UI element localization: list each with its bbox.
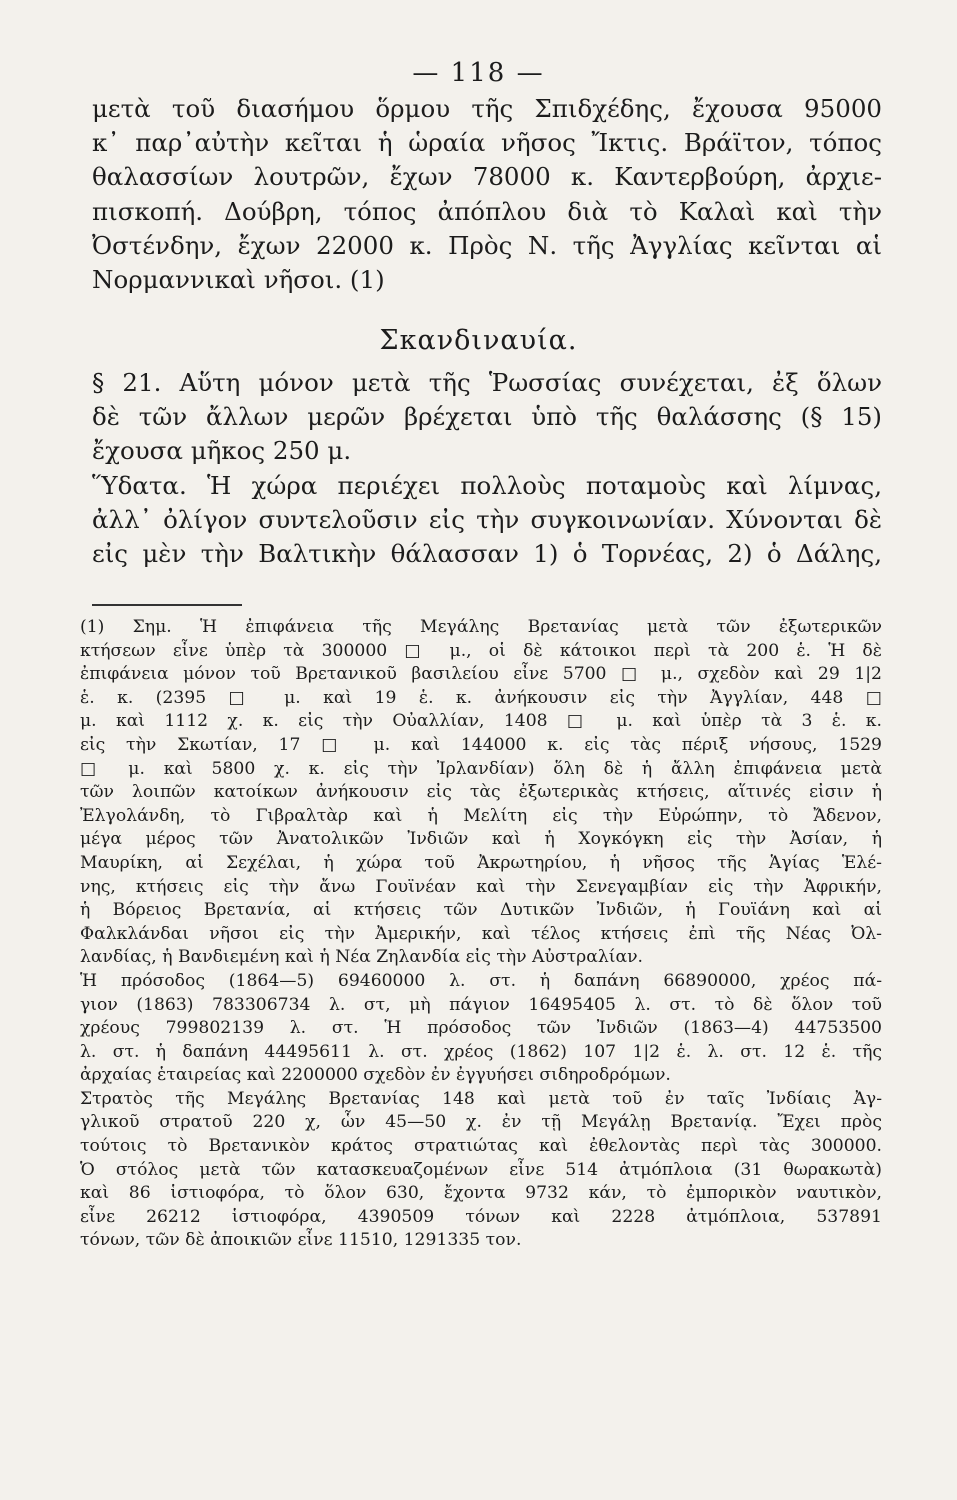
- footnote-line: □ μ. καὶ 5800 χ. κ. εἰς τὴν Ἰρλανδίαν) ὅλη δὲ ἡ ἄλλη ἐπιφάνεια μετὰ: [80, 758, 882, 779]
- footnote-line: τούτοις τὸ Βρετανικὸν κράτος στρατιώτας καὶ ἐθελοντὰς περὶ τὰς 300000.: [80, 1136, 882, 1157]
- footnote-line: Ἐλγολάνδη, τὸ Γιβραλτὰρ καὶ ἡ Μελίτη εἰς τὴν Εὐρώπην, τὸ Ἄδενον,: [80, 805, 882, 826]
- text-line: εἰς μὲν τὴν Βαλτικὴν θάλασσαν 1) ὁ Τορνέας, 2) ὁ Δάλης,: [92, 539, 882, 569]
- footnote-line: λανδίας, ἡ Βανδιεμένη καὶ ἡ Νέα Ζηλανδία εἰς τὴν Αὐστραλίαν.: [80, 947, 643, 968]
- footnote-line: τῶν λοιπῶν κατοίκων ἀνήκουσιν εἰς τὰς ἐξωτερικὰς κτήσεις, αἵτινές εἰσιν ἡ: [80, 782, 882, 803]
- text-line: πισκοπή. Δούβρη, τόπος ἀπόπλου διὰ τὸ Καλαὶ καὶ τὴν: [92, 196, 882, 226]
- text-line: Νορμαννικαὶ νῆσοι. (1): [92, 265, 385, 295]
- footnote-line: εἰς τὴν Σκωτίαν, 17 □ μ. καὶ 144000 κ. εἰς τὰς πέριξ νήσους, 1529: [80, 734, 882, 755]
- footnote-line: καὶ 86 ἱστιοφόρα, τὸ ὅλον 630, ἔχοντα 9732 κάν, τὸ ἐμπορικὸν ναυτικὸν,: [80, 1183, 882, 1204]
- footnote-line: κτήσεων εἶνε ὑπὲρ τὰ 300000 □ μ., οἱ δὲ κάτοικοι περὶ τὰ 200 ἑ. Ἡ δὲ: [80, 640, 882, 661]
- paragraph-britain-towns: [92, 92, 882, 297]
- footnotes: [80, 616, 882, 1253]
- footnote-line: χρέους 799802139 λ. στ. Ἡ πρόσοδος τῶν Ἰνδιῶν (1863—4) 44753500: [80, 1018, 882, 1039]
- footnote-line: Ἡ πρόσοδος (1864—5) 69460000 λ. στ. ἡ δαπάνη 66890000, χρέος πά-: [80, 970, 882, 991]
- footnote-line: ἀρχαίας ἑταιρείας καὶ 2200000 σχεδὸν ἐν ἐγγυήσει σιδηροδρόμων.: [80, 1065, 671, 1086]
- text-line: κ᾽ παρ᾽αὐτὴν κεῖται ἡ ὡραία νῆσος Ἴκτις. Βράϊτον, τόπος: [92, 128, 882, 158]
- text-line: § 21. Αὕτη μόνον μετὰ τῆς Ῥωσσίας συνέχεται, ἐξ ὅλων: [92, 368, 882, 397]
- section-heading: Σκανδιναυία.: [379, 325, 578, 356]
- footnote-line: μέγα μέρος τῶν Ἀνατολικῶν Ἰνδιῶν καὶ ἡ Χογκόγκη εἰς τὴν Ἀσίαν, ἡ: [80, 829, 882, 850]
- footnote-divider: [92, 604, 242, 606]
- footnote-line: ἡ Βόρειος Βρετανία, αἱ κτήσεις τῶν Δυτικῶν Ἰνδιῶν, ἡ Γουϊάνη καὶ αἱ: [80, 900, 882, 921]
- footnote-line: νης, κτήσεις εἰς τὴν ἄνω Γουϊνέαν καὶ τὴν Σενεγαμβίαν εἰς τὴν Ἀφρικήν,: [80, 876, 882, 897]
- footnote-line: Ὁ στόλος μετὰ τῶν κατασκευαζομένων εἶνε 514 ἀτμόπλοια (31 θωρακωτὰ): [80, 1159, 882, 1180]
- footnote-line: Στρατὸς τῆς Μεγάλης Βρετανίας 148 καὶ μετὰ τοῦ ἐν ταῖς Ἰνδίαις Ἀγ-: [80, 1088, 882, 1109]
- footnote-line: μ. καὶ 1112 χ. κ. εἰς τὴν Οὐαλλίαν, 1408 □ μ. καὶ ὑπὲρ τὰ 3 ἑ. κ.: [80, 711, 882, 732]
- text-line: μετὰ τοῦ διασήμου ὅρμου τῆς Σπιδχέδης, ἔχουσα 95000: [92, 94, 882, 123]
- footnote-line: γιον (1863) 783306734 λ. στ, μὴ πάγιον 16495405 λ. στ. τὸ δὲ ὅλον τοῦ: [80, 994, 882, 1015]
- footnote-line: λ. στ. ἡ δαπάνη 44495611 λ. στ. χρέος (1862) 107 1|2 ἑ. λ. στ. 12 ἑ. τῆς: [80, 1041, 882, 1062]
- text-line: ἀλλ᾽ ὀλίγον συντελοῦσιν εἰς τὴν συγκοινωνίαν. Χύνονται δὲ: [92, 504, 882, 534]
- footnote-line: γλικοῦ στρατοῦ 220 χ, ὧν 45—50 χ. ἐν τῇ Μεγάλῃ Βρετανίᾳ. Ἔχει πρὸς: [80, 1112, 882, 1133]
- text-line: δὲ τῶν ἄλλων μερῶν βρέχεται ὑπὸ τῆς θαλάσσης (§ 15): [92, 402, 882, 432]
- footnote-line: Μαυρίκη, αἱ Σεχέλαι, ἡ χώρα τοῦ Ἀκρωτηρίου, ἡ νῆσος τῆς Ἁγίας Ἑλέ-: [80, 852, 882, 873]
- footnote-line: εἶνε 26212 ἱστιοφόρα, 4390509 τόνων καὶ 2228 ἀτμόπλοια, 537891: [80, 1206, 882, 1227]
- page-number: — 118 —: [412, 58, 545, 88]
- text-line: Ὀστένδην, ἔχων 22000 κ. Πρὸς Ν. τῆς Ἀγγλίας κεῖνται αἱ: [92, 230, 882, 260]
- text-line: ἔχουσα μῆκος 250 μ.: [92, 436, 352, 466]
- section-body: [92, 366, 882, 571]
- text-line: θαλασσίων λουτρῶν, ἔχων 78000 κ. Καντερβούρη, ἀρχιε-: [92, 162, 882, 192]
- footnote-line: (1) Σημ. Ἡ ἐπιφάνεια τῆς Μεγάλης Βρετανίας μετὰ τῶν ἐξωτερικῶν: [80, 617, 882, 637]
- footnote-line: ἐπιφάνεια μόνον τοῦ Βρετανικοῦ βασιλείου εἶνε 5700 □ μ., σχεδὸν καὶ 29 1|2: [80, 664, 882, 685]
- footnote-line: ἑ. κ. (2395 □ μ. καὶ 19 ἑ. κ. ἀνήκουσιν εἰς τὴν Ἀγγλίαν, 448 □: [80, 687, 882, 708]
- footnote-line: τόνων, τῶν δὲ ἀποικιῶν εἶνε 11510, 1291335 τον.: [80, 1230, 522, 1251]
- footnote-line: Φαλκλάνδαι νῆσοι εἰς τὴν Ἀμερικήν, καὶ τέλος κτήσεις ἐπὶ τῆς Νέας Ὀλ-: [80, 923, 882, 944]
- text-line: Ὕδατα. Ἡ χώρα περιέχει πολλοὺς ποταμοὺς καὶ λίμνας,: [92, 470, 882, 500]
